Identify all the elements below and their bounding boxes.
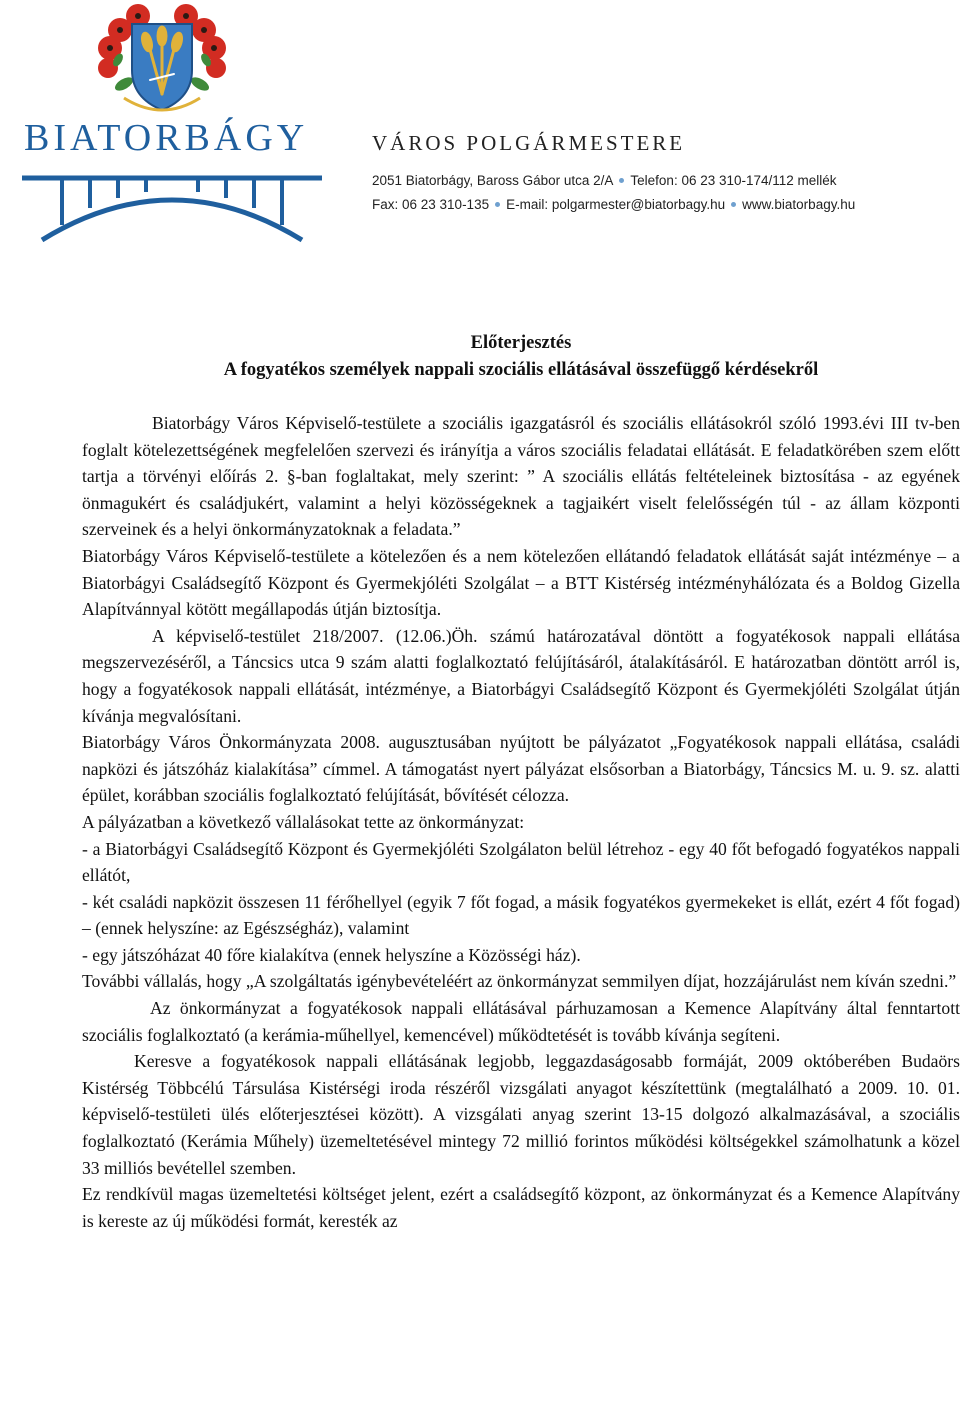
list-item: - két családi napközit összesen 11 férőhellyel (egyik 7 főt fogad, a másik fogyatékos gyermekeket is ellát, ezért 4 főt fogad) – (ennek helyszíne: az Egészségház), valamint [82, 891, 960, 939]
address: 2051 Biatorbágy, Baross Gábor utca 2/A [372, 173, 614, 188]
paragraph: Biatorbágy Város Képviselő-testülete a kötelezően és a nem kötelezően ellátandó feladatok ellátását saját intézménye – a Biatorbágyi Családsegítő Központ és Gyermekjóléti Szolgálat – a BTT Kistérség intézményhálózata és a Boldog Gizella Alapítvánnyal kötött megállapodás útján biztosítja. [82, 545, 960, 620]
paragraph: Az önkormányzat a fogyatékosok nappali ellátásával párhuzamosan a Kemence Alapítvány által fenntartott szociális foglalkoztató (a kerámia-műhellyel, kemencével) működtetését is tovább kívánja segíteni. [82, 998, 960, 1045]
separator-dot-icon [619, 178, 624, 183]
paragraph: Keresve a fogyatékosok nappali ellátásának legjobb, leggazdaságosabb formáját, 2009 októberében Budaörs Kistérség Többcélú Társulása Kistérségi iroda részéről vizsgálati anyagot készítettünk (megtalálható a 2009. 10. 01. képviselő-testületi ülés előterjesztései között). A vizsgálati anyag szerint 13-15 dolgozó alkalmazásával, a szociális foglalkoztató (Kerámia Műhely) üzemeltetésével mintegy 72 millió forintos működési költségekkel számolhatunk a közel 33 milliós bevétellel szemben. [82, 1051, 960, 1178]
document-heading: Előterjesztés [470, 333, 572, 353]
paragraph: Biatorbágy Város Képviselő-testülete a szociális igazgatásról és szociális ellátásokról szóló 1993.évi III tv-ben foglalt kötelezettségének megfelelően szervezi és irányítja a város szociális feladatai ellátását. E feladatkörében szem előtt tartja a törvényi előírás 2. §-ban foglaltakat, mely szerint: ” A szociális ellátás feltételeinek biztosítása - az egyének önmagukért és családjukért, valamint a helyi közösségeknek a tagjaikért viselt felelősségén túl - az állam központi szerveinek és a helyi önkormányzatoknak a feladata.” [82, 413, 960, 540]
document-body [82, 330, 960, 1234]
email-link[interactable]: E-mail: polgarmester@biatorbagy.hu [506, 197, 726, 212]
paragraph: Biatorbágy Város Önkormányzata 2008. augusztusában nyújtott be pályázatot „Fogyatékosok nappali ellátása, családi napközi és játszóház kialakítása” címmel. A támogatást nyert pályázat elsősorban a Biatorbágy, Táncsics M. u. 9. sz. alatti épület, korábban szociális foglalkoztató felújítását, bővítését célozza. [82, 732, 960, 806]
list-item: - a Biatorbágyi Családsegítő Központ és Gyermekjóléti Szolgálaton belül létrehoz - egy 40 főt befogadó fogyatékos nappali ellátót, [82, 838, 960, 886]
letterhead [0, 0, 960, 250]
phone: Telefon: 06 23 310-174/112 mellék [630, 173, 837, 188]
contact-line-2 [372, 197, 855, 212]
paragraph: A pályázatban a következő vállalásokat tette az önkormányzat: [82, 811, 525, 832]
paragraph: További vállalás, hogy „A szolgáltatás igénybevételéért az önkormányzat semmilyen díjat, hozzájárulást nem kíván szedni.” [82, 971, 957, 992]
spacer [82, 384, 960, 410]
document-subheading: A fogyatékos személyek nappali szociális ellátásával összefüggő kérdésekről [223, 360, 819, 380]
paragraph: A képviselő-testület 218/2007. (12.06.)Öh. számú határozatával döntött a fogyatékosok nappali ellátása megszervezéséről, a Táncsics utca 9 szám alatti foglalkoztató felújításáról, átalakításáról. E határozatban döntött arról is, hogy a fogyatékosok nappali ellátását, intézménye, a Biatorbágyi Családsegítő Központ és Gyermekjóléti Szolgálat útján kívánja megvalósítani. [82, 625, 960, 726]
paragraph: Ez rendkívül magas üzemeltetési költséget jelent, ezért a családsegítő központ, az önkormányzat és a Kemence Alapítvány is kereste az új működési formát, keresték az [82, 1184, 960, 1231]
list-item: - egy játszóházat 40 főre kialakítva (ennek helyszíne a Közösségi ház). [82, 944, 581, 965]
brand-wordmark: BIATORBÁGY [24, 117, 309, 159]
bridge-icon [22, 170, 322, 250]
separator-dot-icon [731, 202, 736, 207]
separator-dot-icon [495, 202, 500, 207]
contact-line-1 [372, 173, 837, 188]
fax: Fax: 06 23 310-135 [372, 197, 490, 212]
office-title: VÁROS POLGÁRMESTERE [372, 131, 686, 155]
website-link[interactable]: www.biatorbagy.hu [742, 197, 856, 212]
coat-of-arms-icon [92, 2, 232, 114]
